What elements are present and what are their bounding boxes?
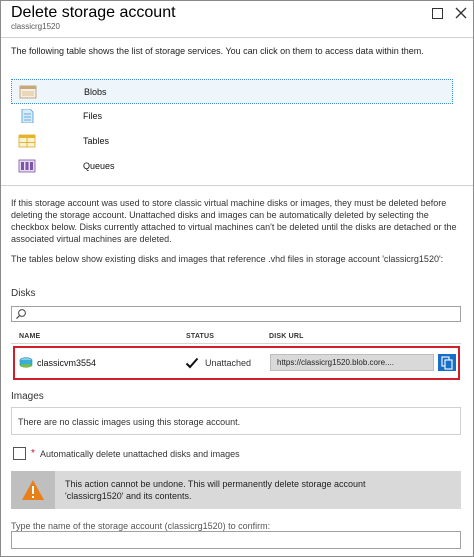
page-subtitle: classicrg1520 [11, 22, 60, 31]
disk-name: classicvm3554 [37, 358, 97, 368]
service-item-files[interactable] [11, 104, 453, 129]
files-icon [18, 109, 36, 123]
page-title: Delete storage account [11, 4, 176, 21]
copy-url-button[interactable] [438, 354, 456, 371]
disk-icon [19, 357, 33, 369]
service-label: Queues [83, 161, 115, 171]
checkmark-icon [185, 356, 199, 370]
disks-heading: Disks [11, 288, 36, 299]
required-marker: * [31, 448, 35, 459]
warning-icon [21, 479, 45, 501]
images-empty-text: There are no classic images using this storage account. [18, 417, 241, 427]
disk-url-field[interactable]: https://classicrg1520.blob.core.... [270, 354, 434, 371]
table-header-divider [11, 343, 461, 344]
close-icon [454, 6, 468, 20]
confirm-name-input[interactable] [11, 531, 461, 549]
blade-header [1, 1, 473, 35]
column-header-name: NAME [19, 333, 41, 340]
header-divider [1, 37, 473, 38]
images-table [11, 407, 461, 435]
service-item-tables[interactable] [11, 129, 453, 154]
warning-banner [11, 471, 461, 509]
copy-icon [438, 354, 456, 371]
close-button[interactable] [454, 6, 468, 20]
service-label: Files [83, 111, 103, 121]
table-row[interactable] [13, 346, 460, 380]
queues-icon [18, 159, 36, 173]
service-label: Tables [83, 136, 110, 146]
column-header-disk-url: DISK URL [269, 333, 304, 340]
blob-icon [19, 85, 37, 99]
search-icon [15, 308, 27, 320]
tables-note: The tables below show existing disks and images that reference .vhd files in storage account 'classicrg1520': [11, 254, 444, 264]
storage-services-list [11, 79, 453, 179]
column-header-status: STATUS [186, 333, 215, 340]
images-heading: Images [11, 391, 44, 402]
confirm-label: Type the name of the storage account (classicrg1520) to confirm: [11, 521, 271, 531]
auto-delete-checkbox[interactable] [13, 447, 26, 460]
service-item-blobs[interactable] [11, 79, 453, 104]
warning-text: This action cannot be undone. This will permanently delete storage account 'classicrg1520' and its contents. [65, 479, 366, 501]
services-divider [1, 185, 473, 186]
intro-text: The following table shows the list of storage services. You can click on them to access data within them. [11, 46, 424, 56]
warning-icon-box [11, 471, 55, 509]
service-item-queues[interactable] [11, 154, 453, 179]
maximize-button[interactable] [432, 8, 443, 19]
classic-disks-note: If this storage account was used to store classic virtual machine disks or images, they must be deleted before deleting the storage account. Unattached disks and images can be automatically deleted by selecting the checkbox below. Disks currently attached to virtual machines can't be deleted until the disks are detached or the associated virtual machines are deleted. [11, 198, 457, 244]
auto-delete-label: Automatically delete unattached disks and images [40, 449, 240, 459]
disks-search-input[interactable] [11, 306, 461, 322]
service-label: Blobs [84, 87, 107, 97]
disk-status: Unattached [205, 358, 252, 368]
tables-icon [18, 134, 36, 148]
